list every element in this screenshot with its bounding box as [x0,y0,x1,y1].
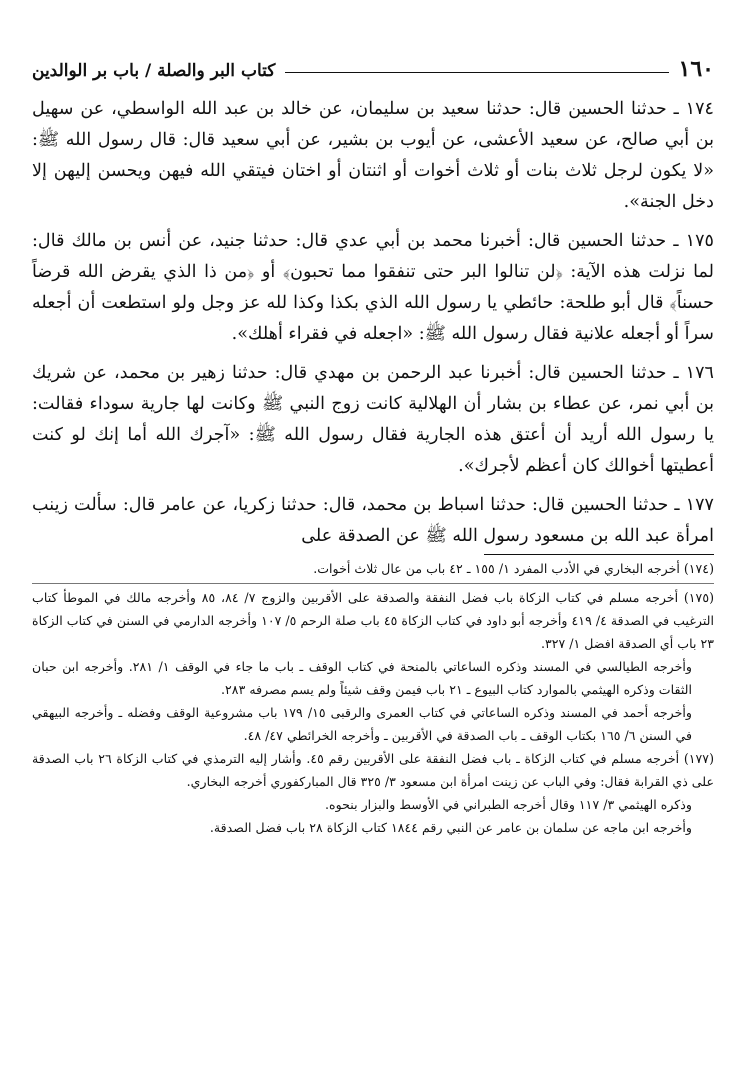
hadith-174: ١٧٤ ـ حدثنا الحسين قال: حدثنا سعيد بن سليمان، عن خالد بن عبد الله الواسطي، عن سهيل بن أبي صالح، عن سعيد الأعشى، عن أيوب بن بشير، عن أبي سعيد قال: قال رسول الله ﷺ: «لا يكون لرجل ثلاث بنات أو ثلاث أخوات أو اثنتان أو اختان فيتقي الله فيهن ويحسن إليهن إلا دخل الجنة». [32,99,714,212]
page-number: ١٦٠ [678,56,714,82]
page-header [32,50,714,80]
running-title: كتاب البر والصلة / باب بر الوالدين [32,61,276,81]
main-text [32,94,714,552]
footnote-174: (١٧٤) أخرجه البخاري في الأدب المفرد ١/ ١٥٥ ـ ٤٢ باب من عال ثلاث أخوات. [313,561,714,576]
header-rule [285,72,668,73]
footnote-separator [484,554,714,555]
hadith-177: ١٧٧ ـ حدثنا الحسين قال: حدثنا اسباط بن محمد، قال: حدثنا زكريا، عن عامر قال: سألت زينب امرأة عبد الله بن مسعود رسول الله ﷺ عن الصدقة على [32,495,714,546]
footnote-175: (١٧٥) أخرجه مسلم في كتاب الزكاة باب فضل النفقة والصدقة على الأقربين والزوج ٧/ ٨٤، ٨٥ وأخرجه مالك في الموطأ كتاب الترغيب في الصدقة ٤/ ٤١٩ وأخرجه أبو داود في كتاب الزكاة ٤٥ باب صلة الرحم ٥/ ١٠٧ وأخرجه الدارمي في السنن في كتاب الزكاة ٢٣ باب أي الصدقة افضل ١/ ٣٢٧. [32,583,714,655]
hadith-176: ١٧٦ ـ حدثنا الحسين قال: أخبرنا عبد الرحمن بن مهدي قال: حدثنا زهير بن محمد، عن شريك بن أبي نمر، عن عطاء بن بشار أن الهلالية كانت زوج النبي ﷺ وكانت لها جارية سوداء فقالت: يا رسول الله أريد أن أعتق هذه الجارية فقال رسول الله ﷺ: «آجرك الله أما إنك لو كنت أعطيتها أخوالك كان أعظم لأجرك». [32,363,714,476]
footnote-175-ahmad: وأخرجه أحمد في المسند وذكره الساعاتي في كتاب العمرى والرقبى ١٥/ ١٧٩ باب مشروعية الوقف وفضله ـ وأخرجه البيهقي في السنن ٦/ ١٦٥ بكتاب الوقف ـ باب الصدقة في الأقربين ـ وأخرجه الخرائطي ٤٧/ ٤٨. [32,705,692,743]
footnotes [32,554,714,839]
footnote-177-haythami: وذكره الهيثمي ٣/ ١١٧ وقال أخرجه الطبراني في الأوسط والبزار بنحوه. [325,797,692,812]
book-page [32,50,714,839]
footnote-177-ibn-majah: وأخرجه ابن ماجه عن سلمان بن عامر عن النبي رقم ١٨٤٤ كتاب الزكاة ٢٨ باب فضل الصدقة. [209,820,692,835]
footnote-175-tayalisi: وأخرجه الطيالسي في المسند وذكره الساعاتي بالمنحة في كتاب الوقف ـ باب ما جاء في الوقف ١/ ٢٨١. وأخرجه ابن حبان الثقات وذكره الهيثمي بالموارد كتاب البيوع ـ ٢١ باب فيمن وقف شيئاً ولم يسم مصرفه ٢٨٣. [32,659,692,697]
footnote-177: (١٧٧) أخرجه مسلم في كتاب الزكاة ـ باب فضل النفقة على الأقربين رقم ٤٥. وأشار إليه الترمذي في كتاب الزكاة ٢٦ باب الصدقة على ذي القرابة فقال: وفي الباب عن زينت امرأة ابن مسعود ٣/ ٣٢٥ قال المباركفوري أخرجه البخاري. [32,751,714,789]
hadith-175: ١٧٥ ـ حدثنا الحسين قال: أخبرنا محمد بن أبي عدي قال: حدثنا جنيد، عن أنس بن مالك قال: لما نزلت هذه الآية: ﴿لن تنالوا البر حتى تنفقوا مما تحبون﴾ أو ﴿من ذا الذي يقرض الله قرضاً حسناً﴾ قال أبو طلحة: حائطي يا رسول الله الذي بكذا وكذا لله عز وجل ولو استطعت أن أجعله سراً أو أجعله علانية فقال رسول الله ﷺ: «اجعله في فقراء أهلك». [32,231,714,344]
